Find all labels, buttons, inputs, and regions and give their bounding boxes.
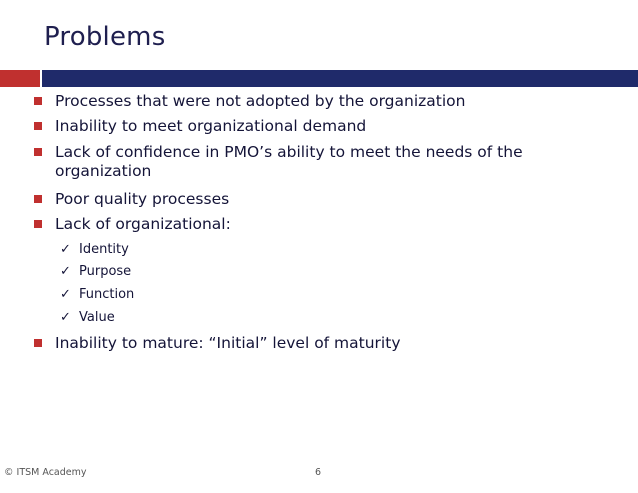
bullet-item [34, 92, 594, 111]
bullet-item [34, 143, 574, 181]
square-bullet-icon [34, 148, 42, 156]
slide-title: Problems [44, 22, 166, 52]
footer-copyright: © ITSM Academy [4, 467, 87, 478]
checkmark-icon: ✓ [60, 310, 71, 325]
sub-bullet-text: Identity [79, 242, 129, 257]
square-bullet-icon [34, 220, 42, 228]
sub-bullet-text: Purpose [79, 264, 132, 279]
bullet-item [34, 215, 594, 234]
sub-bullet-item [60, 310, 115, 326]
header-accent-navy-bar [42, 70, 638, 87]
checkmark-icon: ✓ [60, 264, 71, 279]
square-bullet-icon [34, 339, 42, 347]
bullet-text: Inability to meet organizational demand [55, 117, 367, 135]
bullet-item [34, 334, 594, 353]
sub-bullet-text: Value [79, 310, 115, 325]
bullet-text: Inability to mature: “Initial” level of maturity [55, 334, 401, 352]
checkmark-icon: ✓ [60, 287, 71, 302]
sub-bullet-item [60, 264, 131, 280]
bullet-text: Lack of confidence in PMO’s ability to meet the needs of the organization [55, 143, 523, 180]
bullet-text: Processes that were not adopted by the organization [55, 92, 466, 110]
bullet-text: Poor quality processes [55, 190, 230, 208]
square-bullet-icon [34, 122, 42, 130]
bullet-text: Lack of organizational: [55, 215, 231, 233]
sub-bullet-item [60, 242, 129, 258]
square-bullet-icon [34, 195, 42, 203]
bullet-item [34, 117, 594, 136]
header-accent-red-bar [0, 70, 40, 87]
slide-number: 6 [315, 467, 322, 478]
bullet-item [34, 190, 594, 209]
square-bullet-icon [34, 97, 42, 105]
sub-bullet-text: Function [79, 287, 135, 302]
sub-bullet-item [60, 287, 134, 303]
checkmark-icon: ✓ [60, 242, 71, 257]
